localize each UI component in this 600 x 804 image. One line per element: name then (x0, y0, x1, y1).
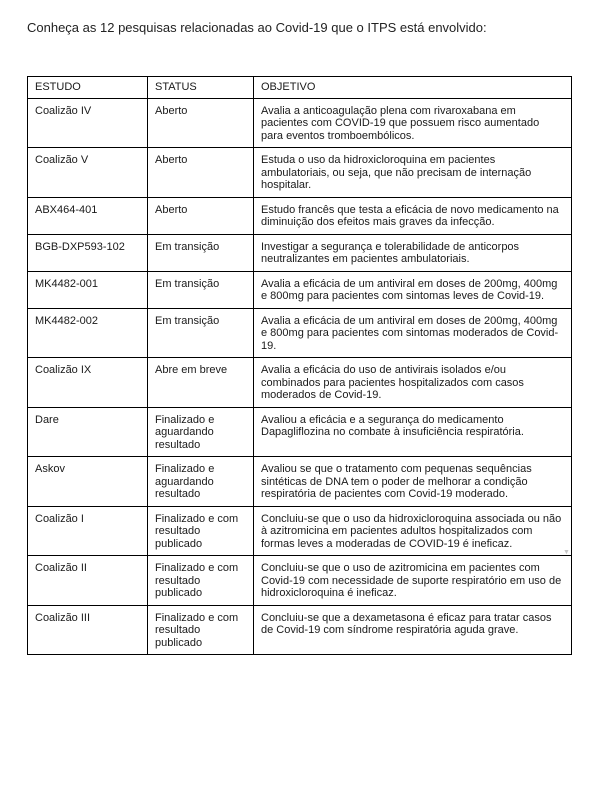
cell-status: Em transição (148, 308, 254, 358)
cell-objetivo: Estudo francês que testa a eficácia de novo medicamento na diminuição dos efeitos mais graves da infecção. (254, 197, 572, 234)
cell-objetivo: Estuda o uso da hidroxicloroquina em pacientes ambulatoriais, ou seja, que não precisam de internação hospitalar. (254, 148, 572, 198)
cell-objetivo: Avaliou se que o tratamento com pequenas sequências sintéticas de DNA tem o poder de melhorar a condição respiratória de pacientes com Covid-19 moderado. (254, 457, 572, 507)
table-row (28, 271, 572, 308)
cell-estudo: Coalizão IV (28, 98, 148, 148)
cell-status: Em transição (148, 234, 254, 271)
cell-status: Abre em breve (148, 358, 254, 408)
table-row (28, 148, 572, 198)
cell-objetivo: Avalia a anticoagulação plena com rivaroxabana em pacientes com COVID-19 que possuem risco aumentado para eventos tromboembólicos. (254, 98, 572, 148)
cell-estudo: BGB-DXP593-102 (28, 234, 148, 271)
cell-status: Finalizado e aguardando resultado (148, 407, 254, 457)
header-objetivo: OBJETIVO (254, 77, 572, 99)
cell-objetivo: Concluiu-se que a dexametasona é eficaz para tratar casos de Covid-19 com síndrome respiratória aguda grave. (254, 605, 572, 655)
cell-estudo: Askov (28, 457, 148, 507)
cell-status: Finalizado e com resultado publicado (148, 506, 254, 556)
cell-estudo: Coalizão II (28, 556, 148, 606)
table-row (28, 407, 572, 457)
cell-estudo: MK4482-001 (28, 271, 148, 308)
cell-status: Finalizado e com resultado publicado (148, 605, 254, 655)
cell-estudo: Coalizão I (28, 506, 148, 556)
cell-objetivo: Investigar a segurança e tolerabilidade de anticorpos neutralizantes em pacientes ambulatoriais. (254, 234, 572, 271)
cell-estudo: Coalizão IX (28, 358, 148, 408)
header-estudo: ESTUDO (28, 77, 148, 99)
studies-table (27, 76, 572, 655)
cell-objetivo: Avaliou a eficácia e a segurança do medicamento Dapagliflozina no combate à insuficiência respiratória. (254, 407, 572, 457)
cell-objetivo: Concluiu-se que o uso da hidroxicloroquina associada ou não à azitromicina em pacientes adultos hospitalizados com formas leves a moderadas de COVID-19 é ineficaz. (254, 506, 572, 556)
cell-status: Finalizado e aguardando resultado (148, 457, 254, 507)
cell-estudo: Coalizão V (28, 148, 148, 198)
cell-objetivo: Concluiu-se que o uso de azitromicina em pacientes com Covid-19 com necessidade de suporte respiratório em uso de hidroxicloroquina é ineficaz. (254, 556, 572, 606)
cell-estudo: ABX464-401 (28, 197, 148, 234)
table-row (28, 506, 572, 556)
cell-status: Finalizado e com resultado publicado (148, 556, 254, 606)
cell-status: Aberto (148, 98, 254, 148)
table-row (28, 98, 572, 148)
cell-status: Aberto (148, 197, 254, 234)
table-row (28, 457, 572, 507)
cell-estudo: Coalizão III (28, 605, 148, 655)
cell-objetivo: Avalia a eficácia de um antiviral em doses de 200mg, 400mg e 800mg para pacientes com sintomas leves de Covid-19. (254, 271, 572, 308)
cell-estudo: Dare (28, 407, 148, 457)
table-header-row (28, 77, 572, 99)
cell-objetivo: Avalia a eficácia do uso de antivirais isolados e/ou combinados para pacientes hospitalizados com casos moderados de Covid-19. (254, 358, 572, 408)
table-row (28, 234, 572, 271)
small-down-arrow-icon: ▼ (563, 549, 570, 556)
table-row (28, 556, 572, 606)
table-row (28, 197, 572, 234)
cell-status: Em transição (148, 271, 254, 308)
table-row (28, 308, 572, 358)
intro-text: Conheça as 12 pesquisas relacionadas ao Covid-19 que o ITPS está envolvido: (27, 20, 487, 35)
table-row (28, 605, 572, 655)
table-row (28, 358, 572, 408)
header-status: STATUS (148, 77, 254, 99)
cell-status: Aberto (148, 148, 254, 198)
cell-objetivo: Avalia a eficácia de um antiviral em doses de 200mg, 400mg e 800mg para pacientes com sintomas moderados de Covid-19. (254, 308, 572, 358)
cell-estudo: MK4482-002 (28, 308, 148, 358)
